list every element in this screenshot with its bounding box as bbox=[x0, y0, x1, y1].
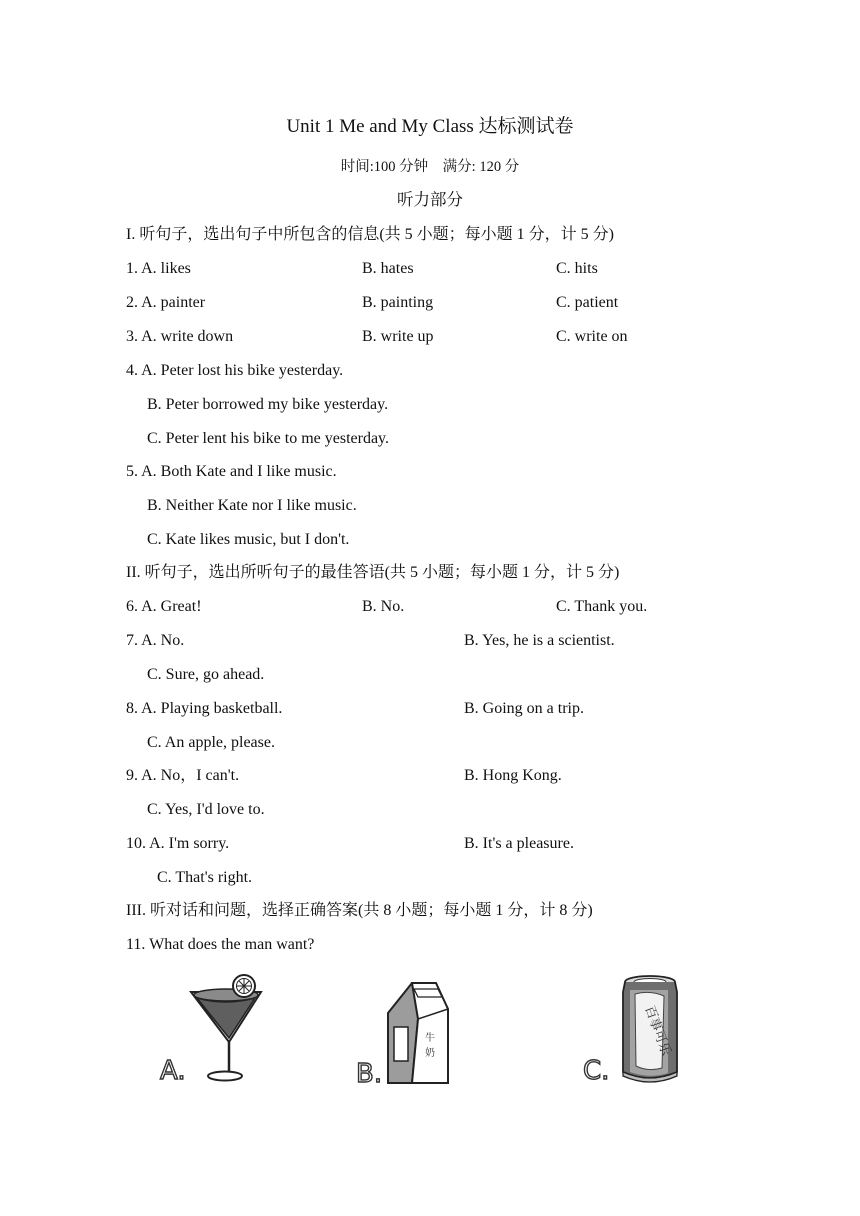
q2-option-b: B. painting bbox=[362, 294, 434, 311]
part1-heading: I. 听句子，选出句子中所包含的信息(共 5 小题；每小题 1 分，计 5 分) bbox=[126, 226, 614, 243]
exam-meta: 时间:100 分钟 满分: 120 分 bbox=[340, 159, 520, 175]
part3-heading: III. 听对话和问题，选择正确答案(共 8 小题；每小题 1 分，计 8 分) bbox=[126, 902, 593, 919]
q10-option-c: C. That's right. bbox=[157, 869, 253, 886]
q9-option-a: 9. A. No，I can't. bbox=[126, 767, 240, 784]
q9-option-b: B. Hong Kong. bbox=[464, 767, 562, 784]
q5-option-a: 5. A. Both Kate and I like music. bbox=[126, 463, 337, 480]
picture-a-letter: A. bbox=[160, 1056, 186, 1086]
q7-option-b: B. Yes, he is a scientist. bbox=[464, 632, 615, 649]
q11-picture-a bbox=[155, 972, 275, 1087]
q3-option-c: C. write on bbox=[556, 328, 628, 345]
q1-option-c: C. hits bbox=[556, 260, 598, 277]
q8-option-b: B. Going on a trip. bbox=[464, 700, 584, 717]
picture-c-letter: C. bbox=[583, 1056, 610, 1086]
q2-option-a: 2. A. painter bbox=[126, 294, 206, 311]
q9-option-c: C. Yes, I'd love to. bbox=[147, 801, 265, 818]
q8-option-c: C. An apple, please. bbox=[147, 734, 275, 751]
carton-text-1: 牛 bbox=[425, 1033, 435, 1044]
q2-option-c: C. patient bbox=[556, 294, 619, 311]
q7-option-a: 7. A. No. bbox=[126, 632, 185, 649]
page-title: Unit 1 Me and My Class 达标测试卷 bbox=[286, 116, 574, 137]
q8-option-a: 8. A. Playing basketball. bbox=[126, 700, 283, 717]
q10-option-a: 10. A. I'm sorry. bbox=[126, 835, 230, 852]
q6-option-b: B. No. bbox=[362, 598, 405, 615]
q6-option-c: C. Thank you. bbox=[556, 598, 648, 615]
q3-option-a: 3. A. write down bbox=[126, 328, 234, 345]
q6-option-a: 6. A. Great! bbox=[126, 598, 202, 615]
q11-picture-b bbox=[352, 975, 462, 1090]
q5-option-c: C. Kate likes music, but I don't. bbox=[147, 531, 350, 548]
part2-heading: II. 听句子，选出所听句子的最佳答语(共 5 小题；每小题 1 分，计 5 分) bbox=[126, 564, 620, 581]
can-text: 百事可乐 bbox=[641, 1003, 674, 1058]
q10-option-b: B. It's a pleasure. bbox=[464, 835, 574, 852]
carton-text-2: 奶 bbox=[425, 1048, 435, 1059]
q4-option-c: C. Peter lent his bike to me yesterday. bbox=[147, 430, 390, 447]
q11-question: 11. What does the man want? bbox=[126, 936, 315, 953]
picture-b-letter: B. bbox=[356, 1059, 383, 1089]
section-title: 听力部分 bbox=[397, 190, 463, 209]
milk-carton-icon bbox=[352, 975, 462, 1090]
q7-option-c: C. Sure, go ahead. bbox=[147, 666, 265, 683]
q4-option-b: B. Peter borrowed my bike yesterday. bbox=[147, 396, 389, 413]
q5-option-b: B. Neither Kate nor I like music. bbox=[147, 497, 357, 514]
q1-option-b: B. hates bbox=[362, 260, 414, 277]
q3-option-b: B. write up bbox=[362, 328, 434, 345]
q4-option-a: 4. A. Peter lost his bike yesterday. bbox=[126, 362, 344, 379]
q1-option-a: 1. A. likes bbox=[126, 260, 191, 277]
cocktail-glass-icon bbox=[155, 972, 275, 1087]
q11-picture-c bbox=[580, 972, 690, 1087]
cola-can-icon bbox=[580, 972, 690, 1087]
